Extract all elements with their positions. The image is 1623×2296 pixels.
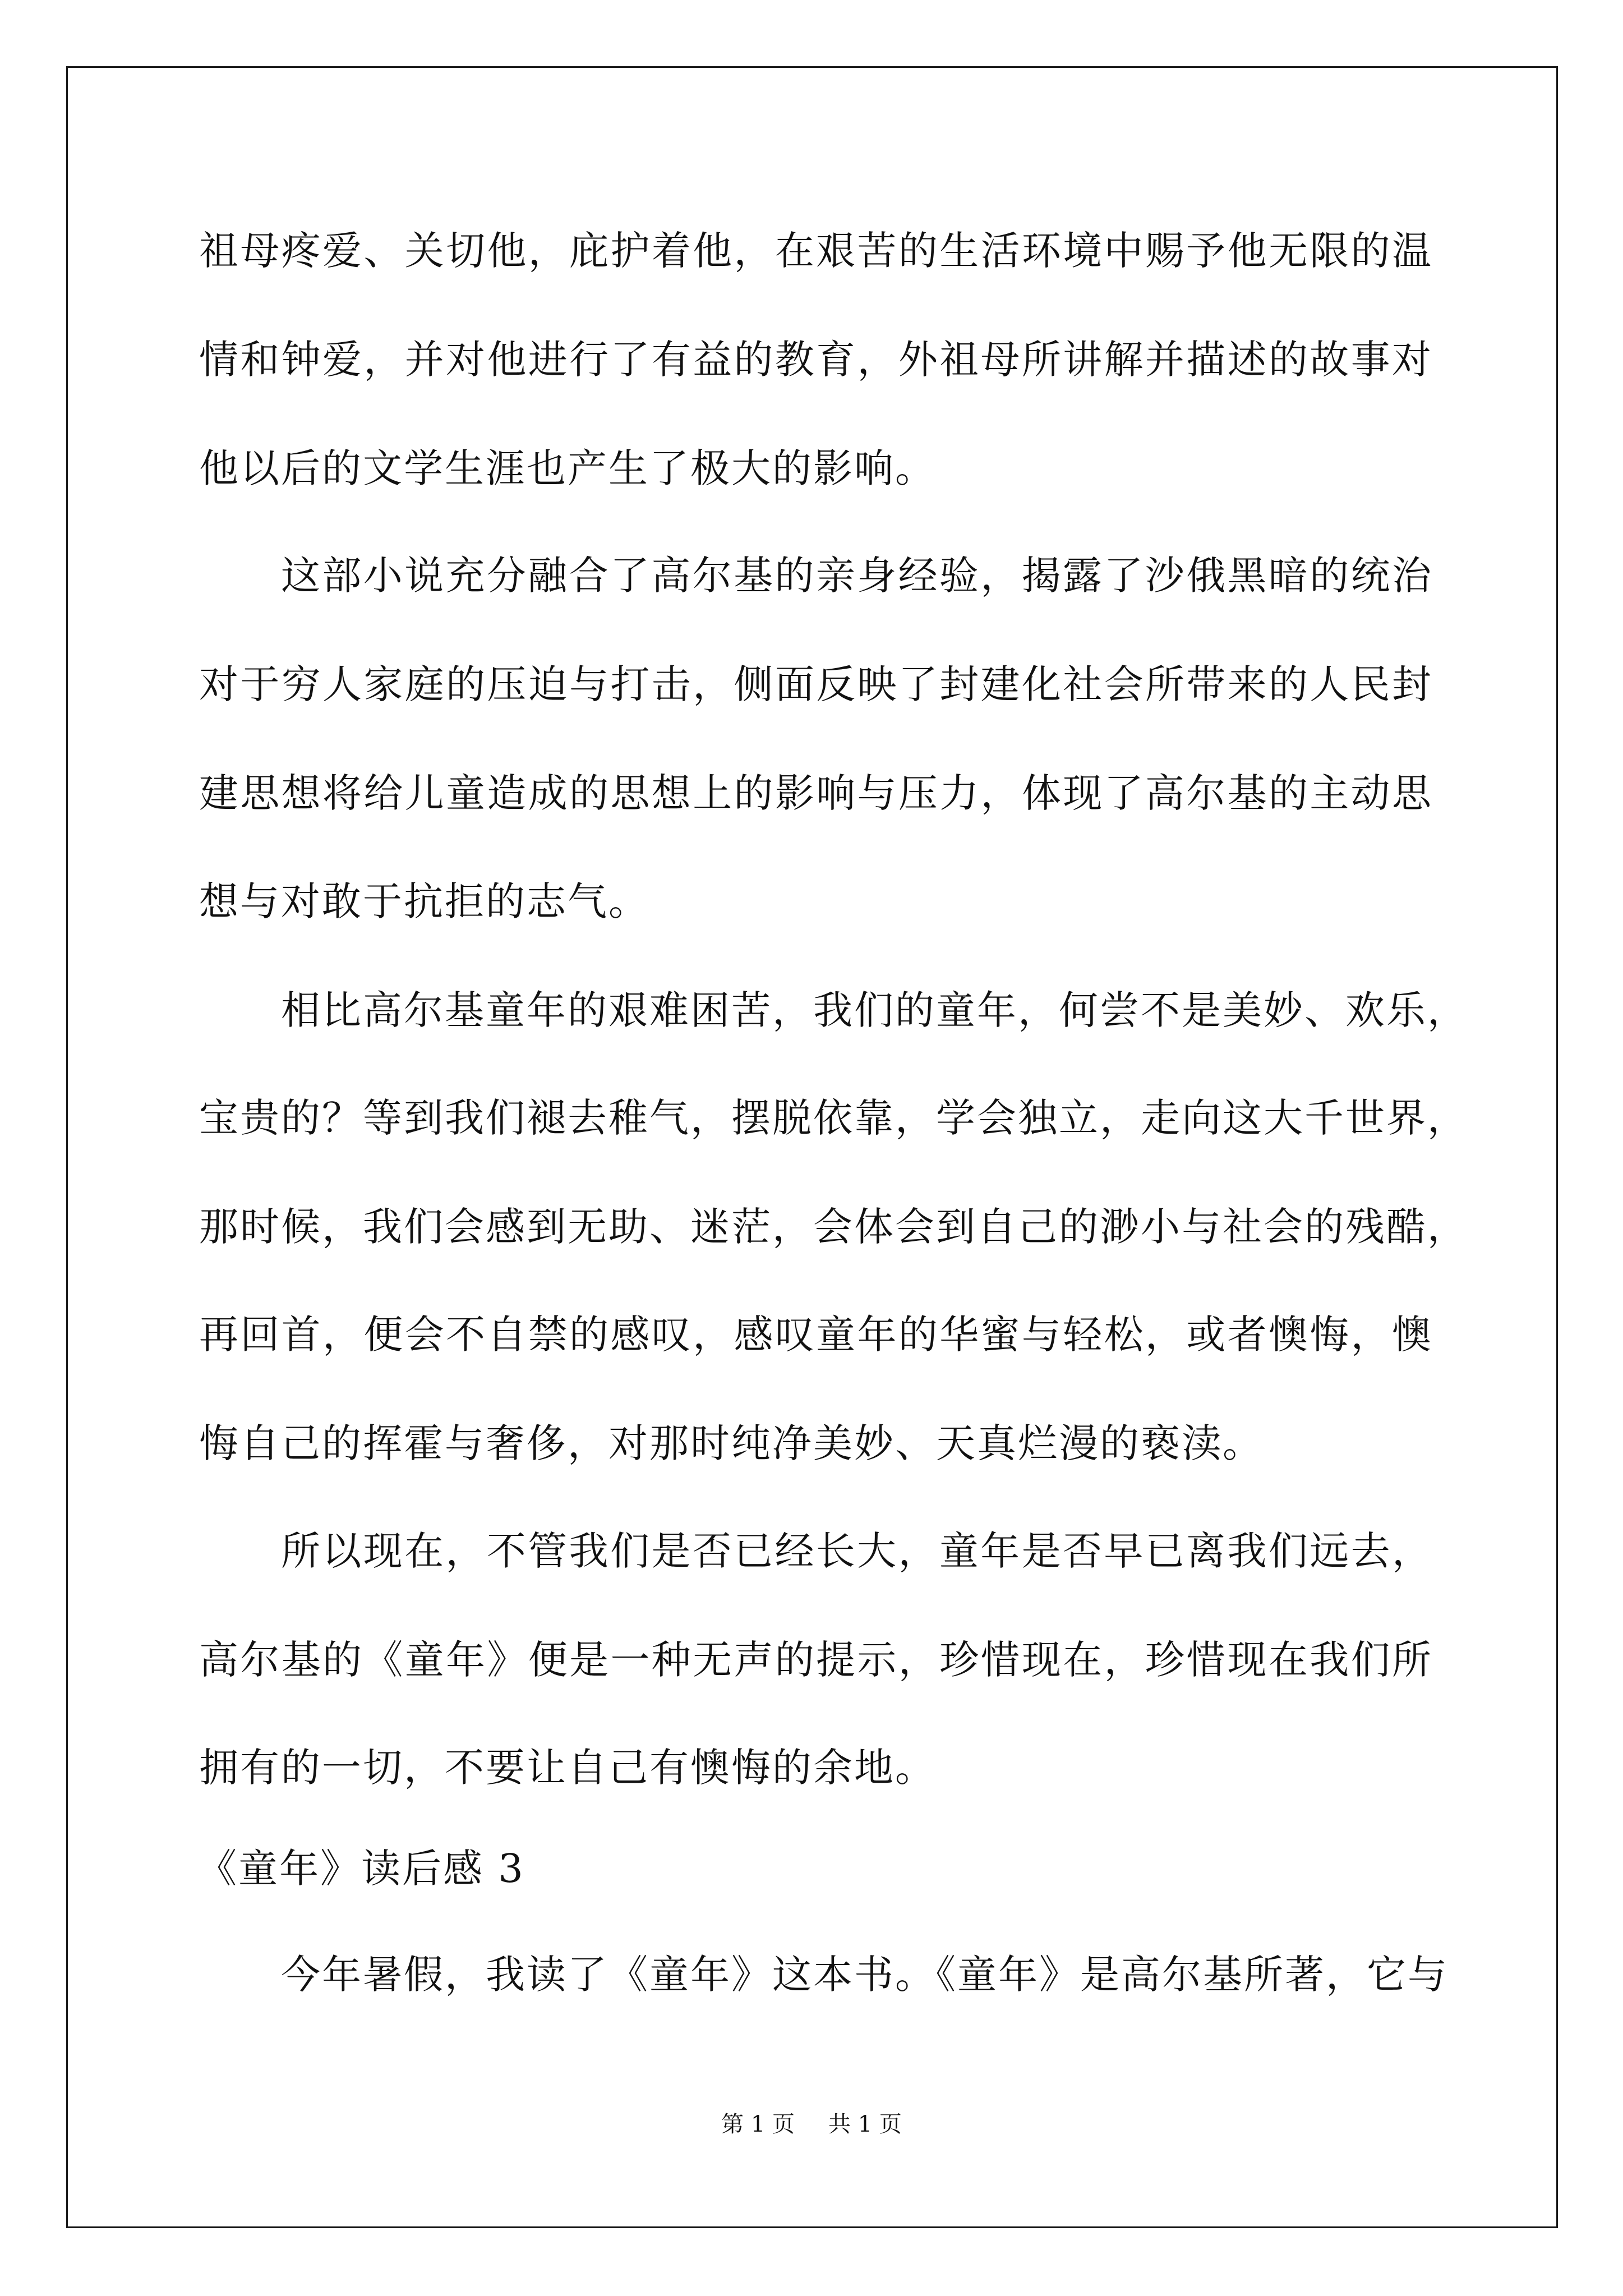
text-line: 高尔基的《童年》便是一种无声的提示，珍惜现在，珍惜现在我们所: [199, 1637, 1433, 1683]
paragraph-first-line: 所以现在，不管我们是否已经长大，童年是否早已离我们远去，: [281, 1528, 1433, 1574]
text-line: 祖母疼爱、关切他，庇护着他，在艰苦的生活环境中赐予他无限的温: [199, 228, 1433, 274]
page-total: 共 1 页: [828, 2111, 902, 2137]
text-line: 悔自己的挥霍与奢侈，对那时纯净美妙、天真烂漫的亵渎。: [199, 1420, 1264, 1466]
paragraph-first-line: 相比高尔基童年的艰难困苦，我们的童年，何尝不是美妙、欢乐，: [281, 987, 1468, 1033]
paragraph-first-line: 这部小说充分融合了高尔基的亲身经验，揭露了沙俄黑暗的统治: [281, 553, 1433, 599]
text-line: 建思想将给儿童造成的思想上的影响与压力，体现了高尔基的主动思: [199, 770, 1433, 816]
text-line: 再回首，便会不自禁的感叹，感叹童年的华蜜与轻松，或者懊悔，懊: [199, 1312, 1433, 1358]
section-heading: 《童年》读后感 3: [197, 1846, 525, 1892]
text-line: 情和钟爱，并对他进行了有益的教育，外祖母所讲解并描述的故事对: [199, 337, 1433, 383]
text-line: 那时候，我们会感到无助、迷茫，会体会到自己的渺小与社会的残酷，: [199, 1204, 1468, 1250]
page-border: [66, 66, 1558, 2228]
text-line: 想与对敢于抗拒的志气。: [199, 878, 649, 924]
text-line: 对于穷人家庭的压迫与打击，侧面反映了封建化社会所带来的人民封: [199, 661, 1433, 707]
text-line: 宝贵的？等到我们褪去稚气，摆脱依靠，学会独立，走向这大千世界，: [199, 1095, 1468, 1141]
text-line: 拥有的一切，不要让自己有懊悔的余地。: [199, 1745, 936, 1791]
page-footer: [0, 2113, 1623, 2136]
paragraph-first-line: 今年暑假，我读了《童年》这本书。《童年》是高尔基所著，它与: [281, 1952, 1449, 1998]
page-number: 第 1 页: [721, 2111, 795, 2137]
text-line: 他以后的文学生涯也产生了极大的影响。: [199, 445, 936, 491]
